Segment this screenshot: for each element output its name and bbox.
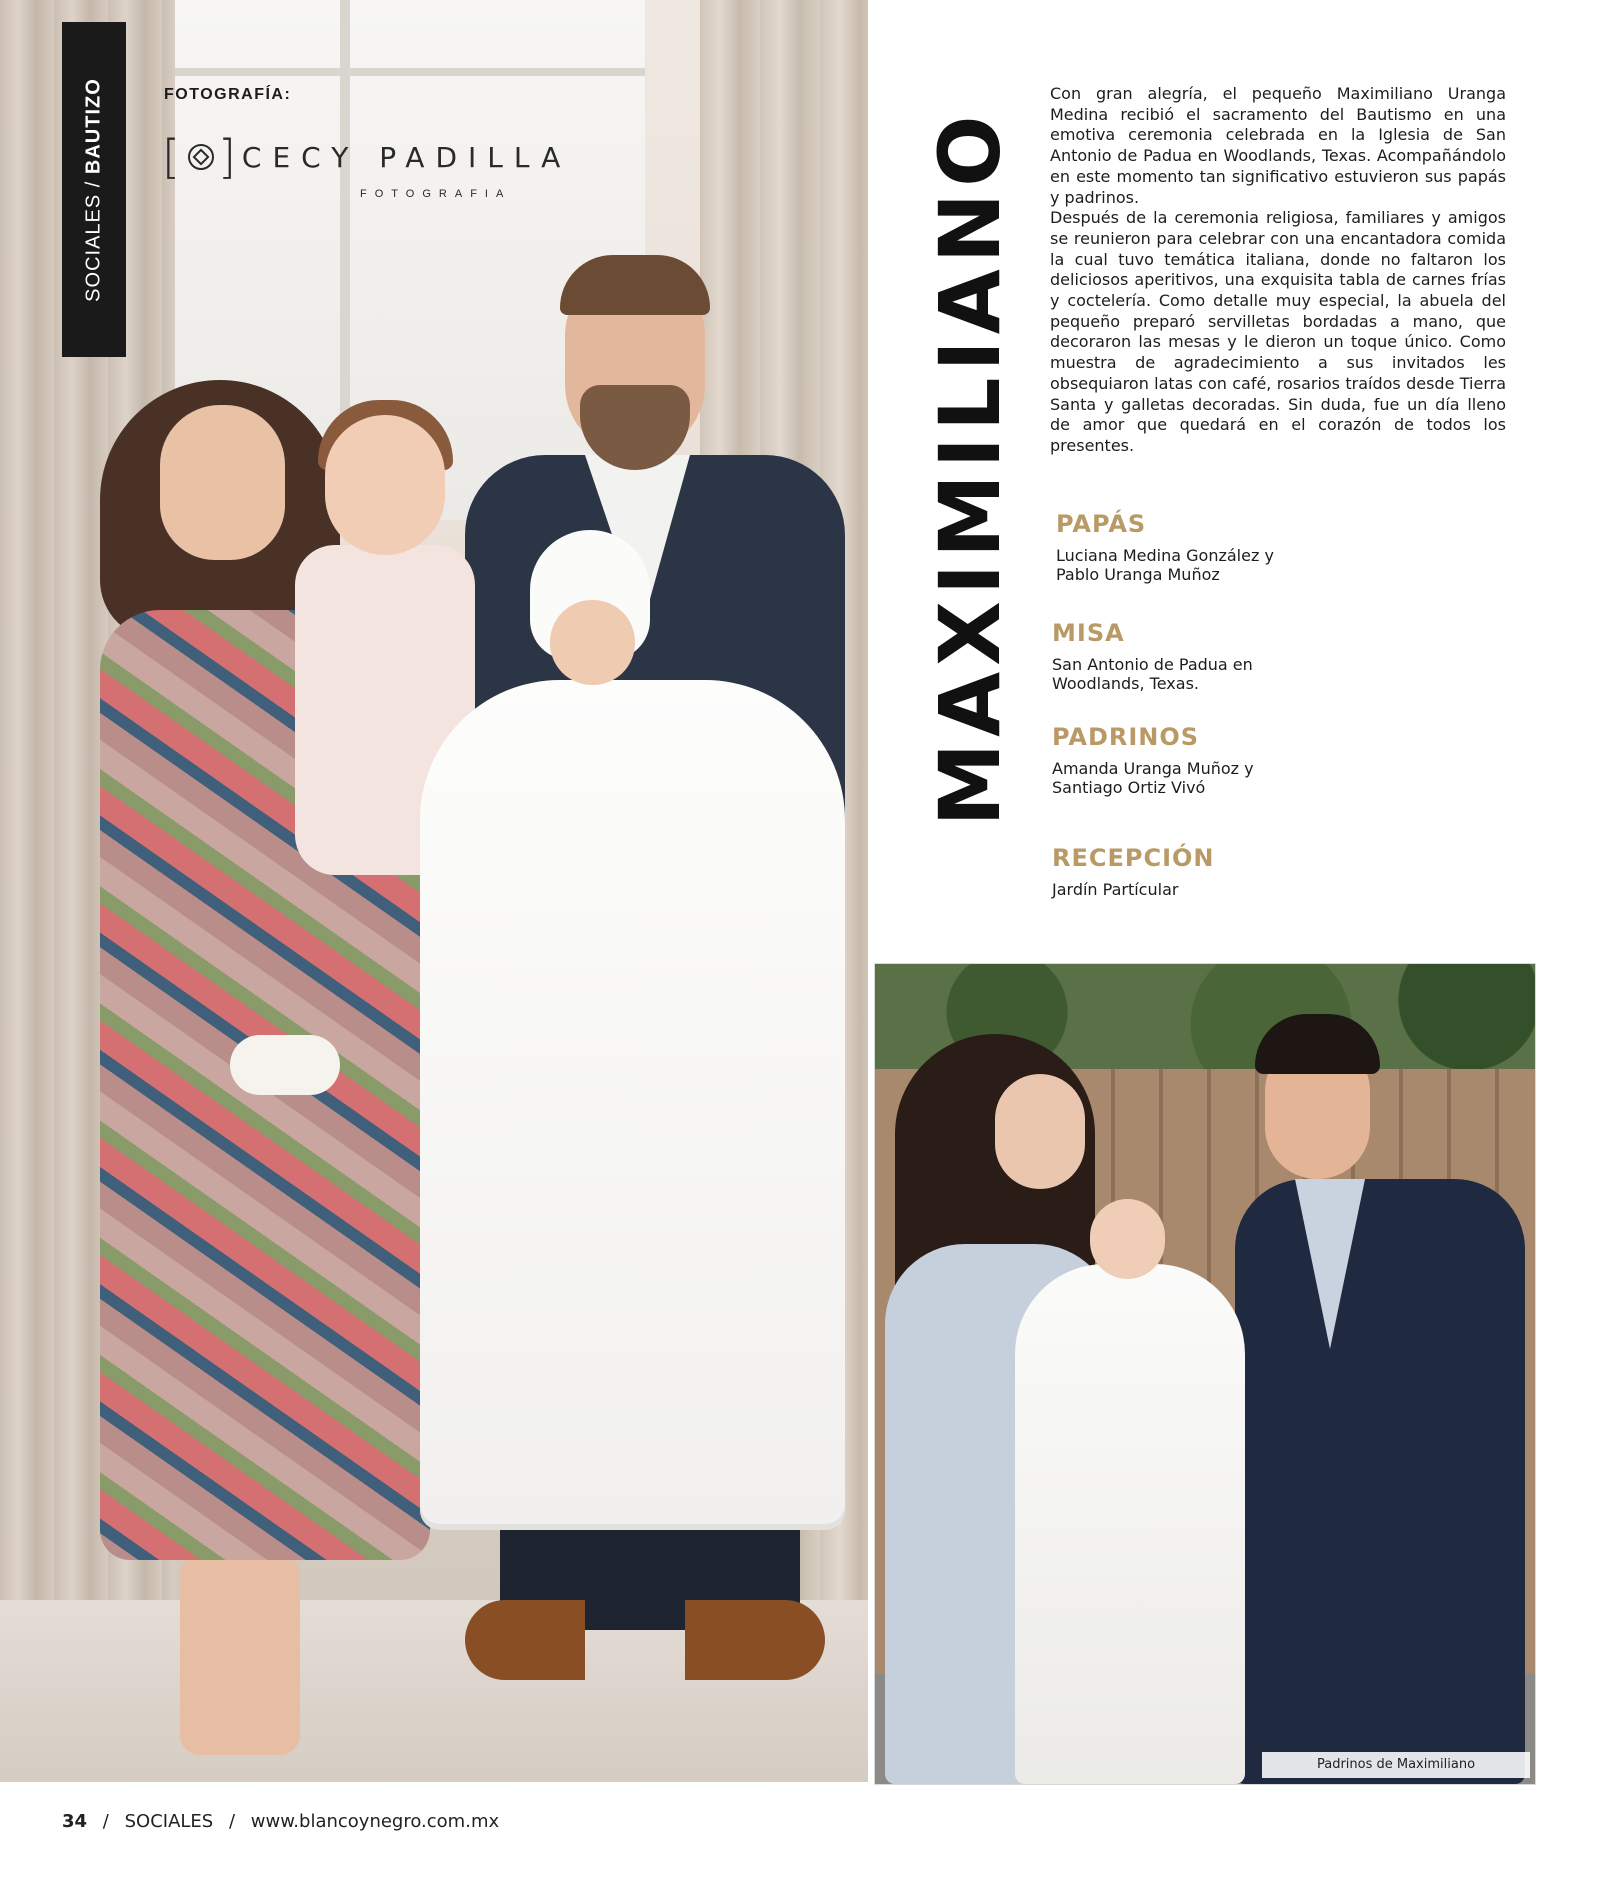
section-tab-label xyxy=(83,78,106,302)
detail-heading: MISA xyxy=(1052,619,1125,647)
father-shoes xyxy=(465,1600,825,1680)
photographer-logo xyxy=(162,132,571,182)
section-category: SOCIALES xyxy=(82,193,105,302)
footer-separator: / xyxy=(102,1811,109,1832)
daughter-face xyxy=(325,415,445,555)
baby-face xyxy=(1090,1199,1165,1279)
section-subcategory: BAUTIZO xyxy=(82,78,105,175)
detail-reception xyxy=(1052,844,1352,899)
detail-heading: RECEPCIÓN xyxy=(1052,844,1215,872)
footer-section: SOCIALES xyxy=(124,1811,214,1832)
detail-heading: PADRINOS xyxy=(1052,723,1200,751)
detail-value: Luciana Medina González y Pablo Uranga Muñoz xyxy=(1056,546,1274,584)
photographer-subtitle: FOTOGRAFIA xyxy=(360,188,512,200)
body-paragraph: Con gran alegría, el pequeño Maximiliano Uranga Medina recibió el sacramento del Bautismo en una emotiva ceremonia celebrada en la Iglesia de San Antonio de Padua en Woodlands, Texas. Acompañándolo en este momento tan significativo estuvieron sus papás y padrinos. xyxy=(1050,84,1506,207)
daughter-shoe xyxy=(230,1035,340,1095)
detail-value: San Antonio de Padua en Woodlands, Texas. xyxy=(1052,655,1253,693)
footer-separator: / xyxy=(228,1811,236,1832)
mother-legs xyxy=(180,1555,300,1755)
baby-christening-gown xyxy=(420,680,845,1530)
article-body xyxy=(1050,84,1506,457)
logo-bracket-left: [ xyxy=(162,130,180,184)
baby-gown xyxy=(1015,1264,1245,1784)
logo-emblem-icon xyxy=(188,144,214,170)
detail-godparents xyxy=(1052,723,1352,797)
logo-bracket-right: ] xyxy=(217,130,236,184)
detail-value: Amanda Uranga Muñoz y Santiago Ortiz Vivó xyxy=(1052,759,1254,797)
page-footer xyxy=(62,1811,499,1832)
footer-website-link[interactable]: www.blancoynegro.com.mx xyxy=(250,1811,500,1832)
godmother-face xyxy=(995,1074,1085,1189)
detail-mass xyxy=(1052,619,1352,693)
window-frame xyxy=(175,68,645,76)
godfather-suit xyxy=(1235,1179,1525,1784)
detail-value: Jardín Partícular xyxy=(1052,880,1179,899)
father-hair xyxy=(560,255,710,315)
detail-heading: PAPÁS xyxy=(1056,510,1147,538)
photo-caption: Padrinos de Maximiliano xyxy=(1262,1752,1530,1778)
section-separator: / xyxy=(82,180,105,188)
photographer-name: CECY PADILLA xyxy=(241,140,572,174)
godparents-photo xyxy=(874,963,1536,1785)
baby-face xyxy=(550,600,635,685)
article-title: MAXIMILIANO xyxy=(921,109,1019,827)
mother-face xyxy=(160,405,285,560)
photo-credit-label: FOTOGRAFÍA: xyxy=(164,86,292,103)
body-paragraph: Después de la ceremonia religiosa, familiares y amigos se reunieron para celebrar con una encantadora comida la cual tuvo temática italiana, donde no faltaron los deliciosos aperitivos, una exquisita tabla de carnes frías y coctelería. Como detalle muy especial, la abuela del pequeño preparó servilletas bordadas a mano, que decoraron las mesas y le dieron un toque único. Como muestra de agradecimiento a sus invitados les obsequiaron latas con café, rosarios traídos desde Tierra Santa y galletas decoradas. Sin duda, fue un día lleno de amor que quedará en el corazón de todos los presentes. xyxy=(1050,208,1506,455)
page-number: 34 xyxy=(62,1811,88,1832)
detail-parents xyxy=(1056,510,1356,584)
